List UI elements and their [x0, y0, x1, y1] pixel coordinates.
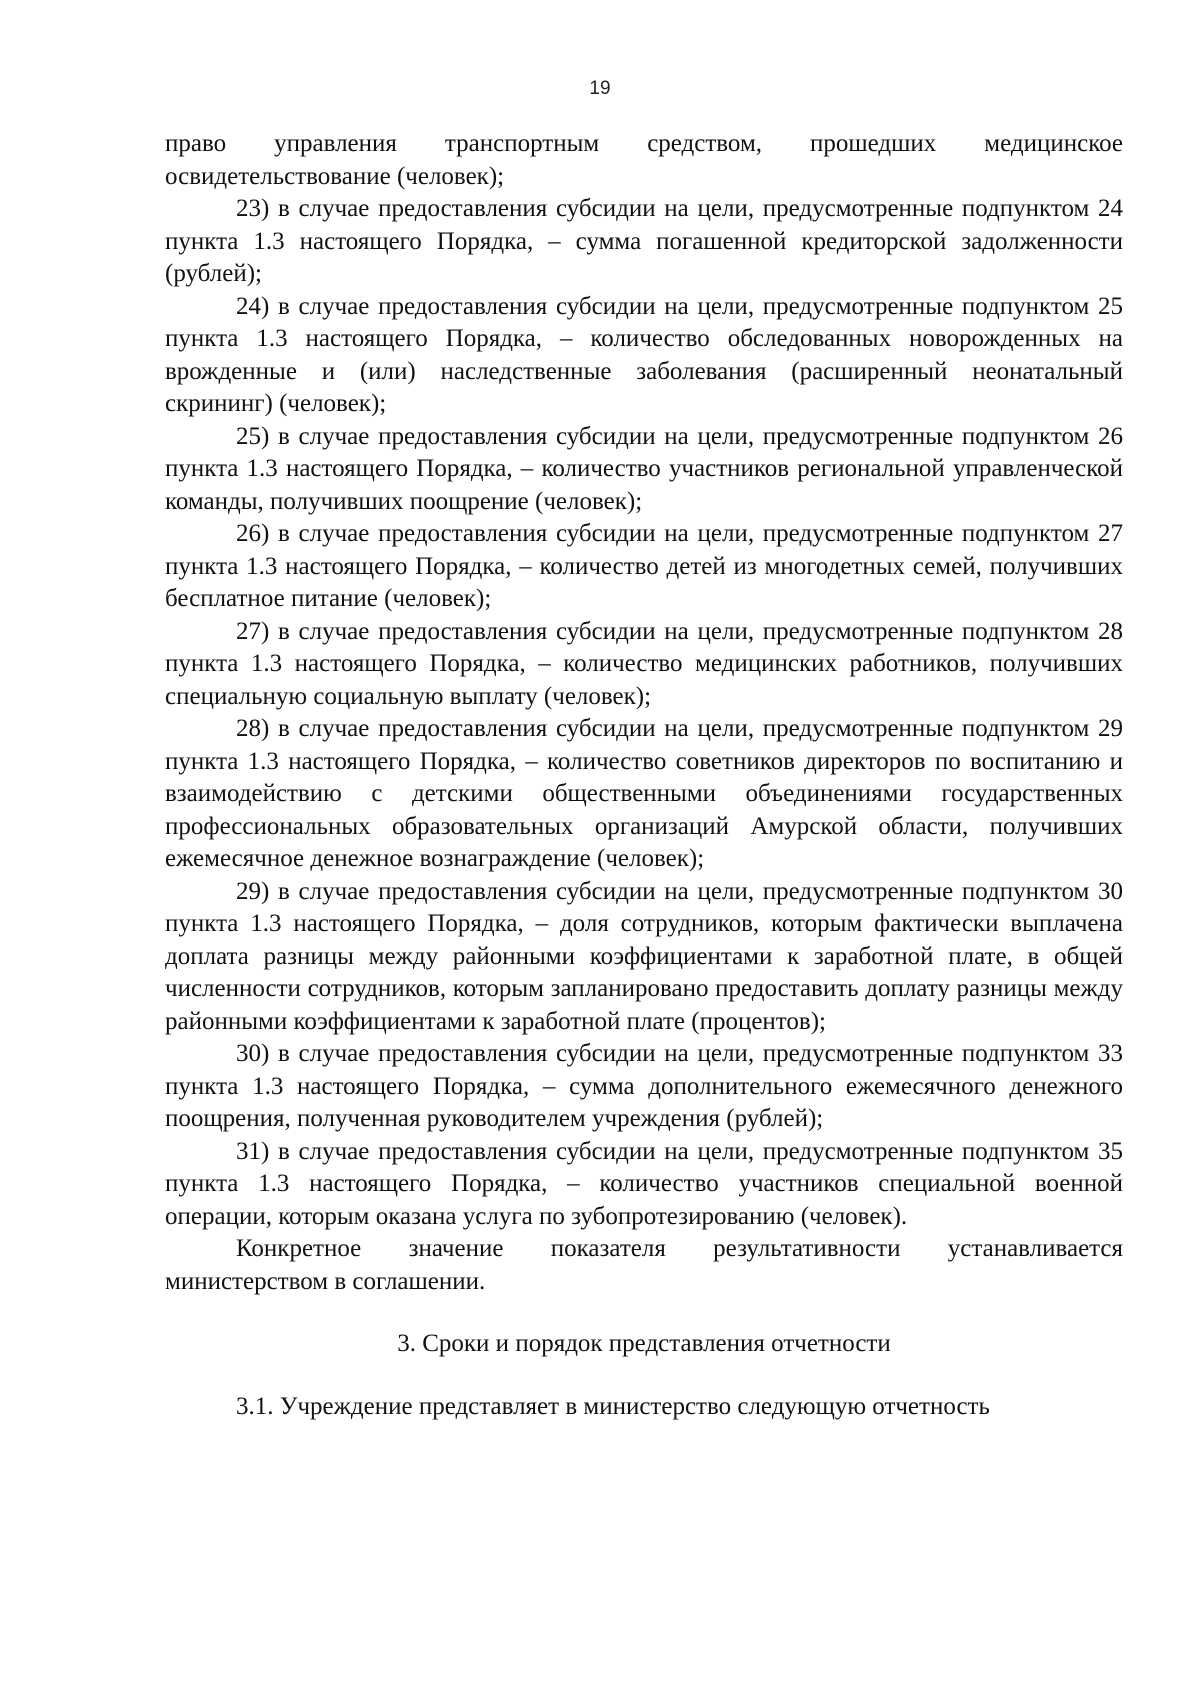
list-item: 23) в случае предоставления субсидии на цели, предусмотренные подпунктом 24 пункта 1.3 настоящего Порядка, – сумма погашенной кредиторской задолженности (рублей);	[165, 195, 1123, 287]
section-heading: 3. Сроки и порядок представления отчетности	[397, 1330, 891, 1357]
continuation-paragraph: право управления транспортным средством, прошедших медицинское освидетельствование (человек);	[165, 130, 1123, 190]
clause-paragraph: 3.1. Учреждение представляет в министерство следующую отчетность	[236, 1392, 990, 1420]
list-item: 26) в случае предоставления субсидии на цели, предусмотренные подпунктом 27 пункта 1.3 настоящего Порядка, – количество детей из многодетных семей, получивших бесплатное питание (человек);	[165, 520, 1123, 612]
list-item: 29) в случае предоставления субсидии на цели, предусмотренные подпунктом 30 пункта 1.3 настоящего Порядка, – доля сотрудников, которым фактически выплачена доплата разницы между районными коэффициентами к заработной плате, в общей численности сотрудников, которым запланировано предоставить доплату разницы между районными коэффициентами к заработной плате (процентов);	[165, 877, 1123, 1035]
list-item: 31) в случае предоставления субсидии на цели, предусмотренные подпунктом 35 пункта 1.3 настоящего Порядка, – количество участников специальной военной операции, которым оказана услуга по зубопротезированию (человек).	[165, 1137, 1123, 1230]
list-item: 30) в случае предоставления субсидии на цели, предусмотренные подпунктом 33 пункта 1.3 настоящего Порядка, – сумма дополнительного ежемесячного денежного поощрения, полученная руководителем учреждения (рублей);	[165, 1040, 1123, 1132]
closing-paragraph: Конкретное значение показателя результативности устанавливается министерством в соглашении.	[165, 1235, 1123, 1295]
list-item: 25) в случае предоставления субсидии на цели, предусмотренные подпунктом 26 пункта 1.3 настоящего Порядка, – количество участников региональной управленческой команды, получивших поощрение (человек);	[165, 422, 1123, 515]
list-item: 24) в случае предоставления субсидии на цели, предусмотренные подпунктом 25 пункта 1.3 настоящего Порядка, – количество обследованных новорожденных на врожденные и (или) наследственные заболевания (расширенный неонатальный скрининг) (человек);	[165, 292, 1123, 417]
document-body	[165, 128, 1123, 1423]
list-item: 27) в случае предоставления субсидии на цели, предусмотренные подпунктом 28 пункта 1.3 настоящего Порядка, – количество медицинских работников, получивших специальную социальную выплату (человек);	[165, 617, 1123, 710]
list-item: 28) в случае предоставления субсидии на цели, предусмотренные подпунктом 29 пункта 1.3 настоящего Порядка, – количество советников директоров по воспитанию и взаимодействию с детскими общественными объединениями государственных профессиональных образовательных организаций Амурской области, получивших ежемесячное денежное вознаграждение (человек);	[165, 715, 1123, 872]
page-number: 19	[589, 78, 611, 99]
